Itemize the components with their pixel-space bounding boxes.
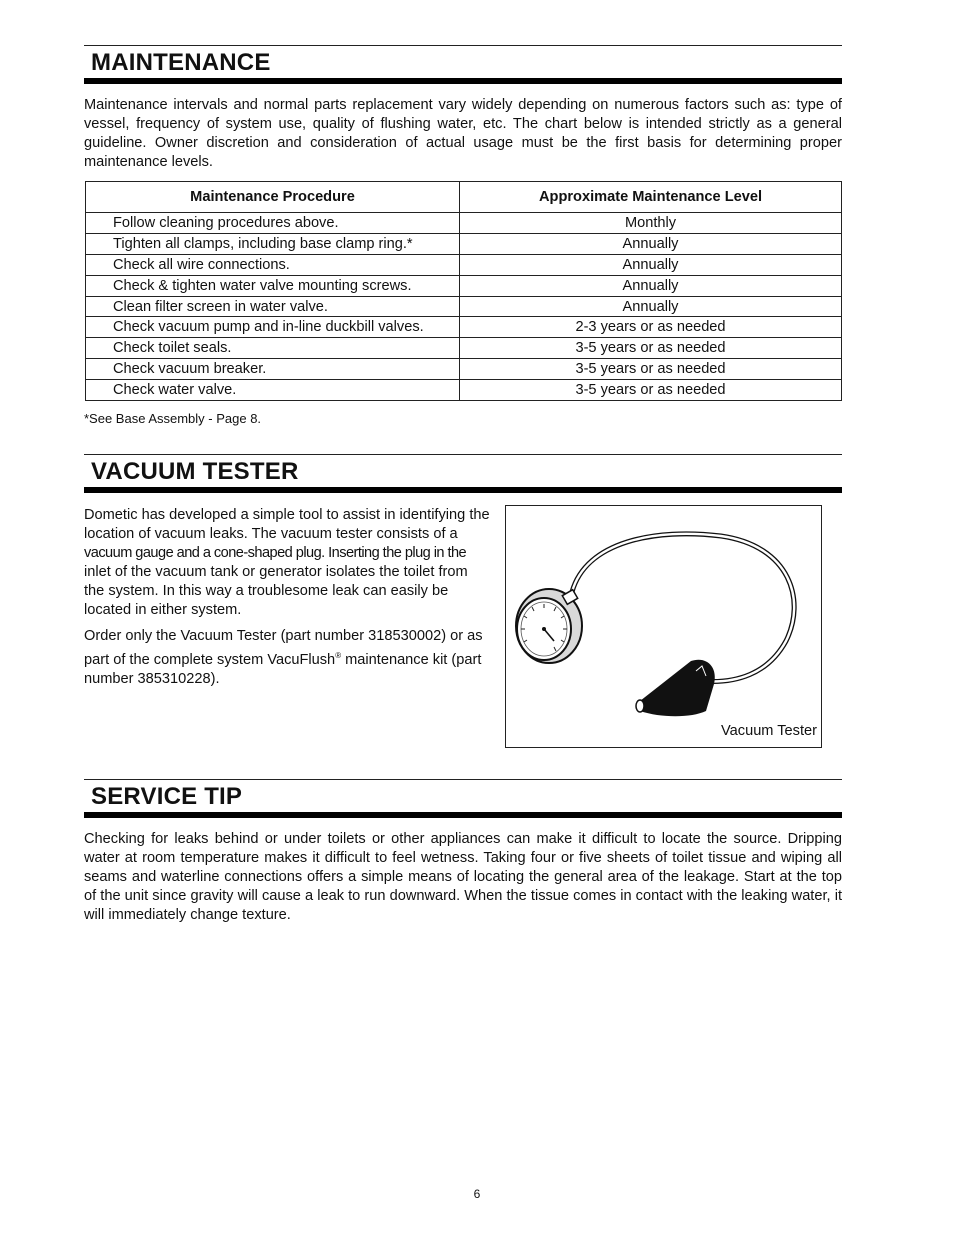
procedure-cell: Clean filter screen in water valve. — [86, 296, 460, 317]
vacuum-tester-para-1 — [84, 506, 490, 620]
header-level: Approximate Maintenance Level — [460, 182, 842, 213]
page-number: 6 — [473, 1187, 481, 1201]
table-row — [86, 317, 842, 338]
procedure-cell: Check water valve. — [86, 380, 460, 401]
table-row — [86, 213, 842, 234]
vacuum-tester-text — [84, 506, 490, 696]
procedure-cell: Check toilet seals. — [86, 338, 460, 359]
level-cell: 2-3 years or as needed — [460, 317, 842, 338]
level-cell: Annually — [460, 233, 842, 254]
procedure-cell: Check & tighten water valve mounting screws. — [86, 275, 460, 296]
registered-mark: ® — [335, 651, 342, 660]
maintenance-table — [85, 181, 842, 401]
vacuum-tester-figure — [505, 505, 822, 748]
level-cell: 3-5 years or as needed — [460, 359, 842, 380]
figure-caption: Vacuum Tester — [721, 723, 817, 739]
table-row — [86, 296, 842, 317]
table-row — [86, 254, 842, 275]
procedure-cell: Check vacuum pump and in-line duckbill valves. — [86, 317, 460, 338]
table-header-row — [86, 182, 842, 213]
para-text: maintenance kit (part number 385310228). — [84, 651, 482, 687]
service-tip-title: SERVICE TIP — [91, 783, 243, 810]
procedure-cell: Check all wire connections. — [86, 254, 460, 275]
vacuum-tester-title: VACUUM TESTER — [91, 458, 299, 485]
vacuum-tester-header — [84, 454, 842, 495]
level-cell: Annually — [460, 296, 842, 317]
service-tip-text: Checking for leaks behind or under toilets or other appliances can make it difficult to locate the source. Dripping water at room temperature makes it difficult to feel wetness. Taking four or five sheets of toilet tissue and wiping all seams and waterline connections offers a simple means of locating the general area of the leakage. Start at the top of the unit since gravity will cause a leak to run downward. When the tissue comes in contact with the leaking water, it will immediately change texture. — [84, 831, 842, 923]
vacuum-gauge-with-plug-icon — [506, 506, 821, 747]
para-text: Order only the Vacuum Tester (part number 318530002) or as part of the complete system VacuFlush — [84, 628, 483, 668]
level-cell: Monthly — [460, 213, 842, 234]
para-text: vacuum gauge and a cone-shaped plug. Inserting the plug in the — [84, 545, 467, 561]
service-tip-header — [84, 779, 842, 820]
section-rule — [84, 812, 842, 818]
procedure-cell: Check vacuum breaker. — [86, 359, 460, 380]
level-cell: Annually — [460, 254, 842, 275]
para-text: Dometic has developed a simple tool to assist in identifying the location of vacuum leaks. The vacuum tester consists of a — [84, 507, 490, 542]
level-cell: Annually — [460, 275, 842, 296]
table-footnote: *See Base Assembly - Page 8. — [84, 411, 262, 426]
table-row — [86, 275, 842, 296]
procedure-cell: Tighten all clamps, including base clamp ring.* — [86, 233, 460, 254]
table-row — [86, 233, 842, 254]
level-cell: 3-5 years or as needed — [460, 380, 842, 401]
maintenance-title: MAINTENANCE — [91, 49, 271, 76]
section-rule — [84, 78, 842, 84]
table-row — [86, 338, 842, 359]
table-row — [86, 380, 842, 401]
header-procedure: Maintenance Procedure — [86, 182, 460, 213]
procedure-cell: Follow cleaning procedures above. — [86, 213, 460, 234]
para-text: inlet of the vacuum tank or generator isolates the toilet from the system. In this way a troublesome leak can easily be located in either system. — [84, 564, 468, 618]
table-row — [86, 359, 842, 380]
maintenance-intro: Maintenance intervals and normal parts replacement vary widely depending on numerous factors such as: type of vessel, frequency of system use, quality of flushing water, etc. The chart below is intended strictly as a general guideline. Owner discretion and consideration of actual usage must be the first basis for determining proper maintenance levels. — [84, 97, 842, 170]
maintenance-header — [84, 45, 842, 86]
level-cell: 3-5 years or as needed — [460, 338, 842, 359]
section-rule — [84, 487, 842, 493]
vacuum-tester-para-2 — [84, 627, 490, 689]
